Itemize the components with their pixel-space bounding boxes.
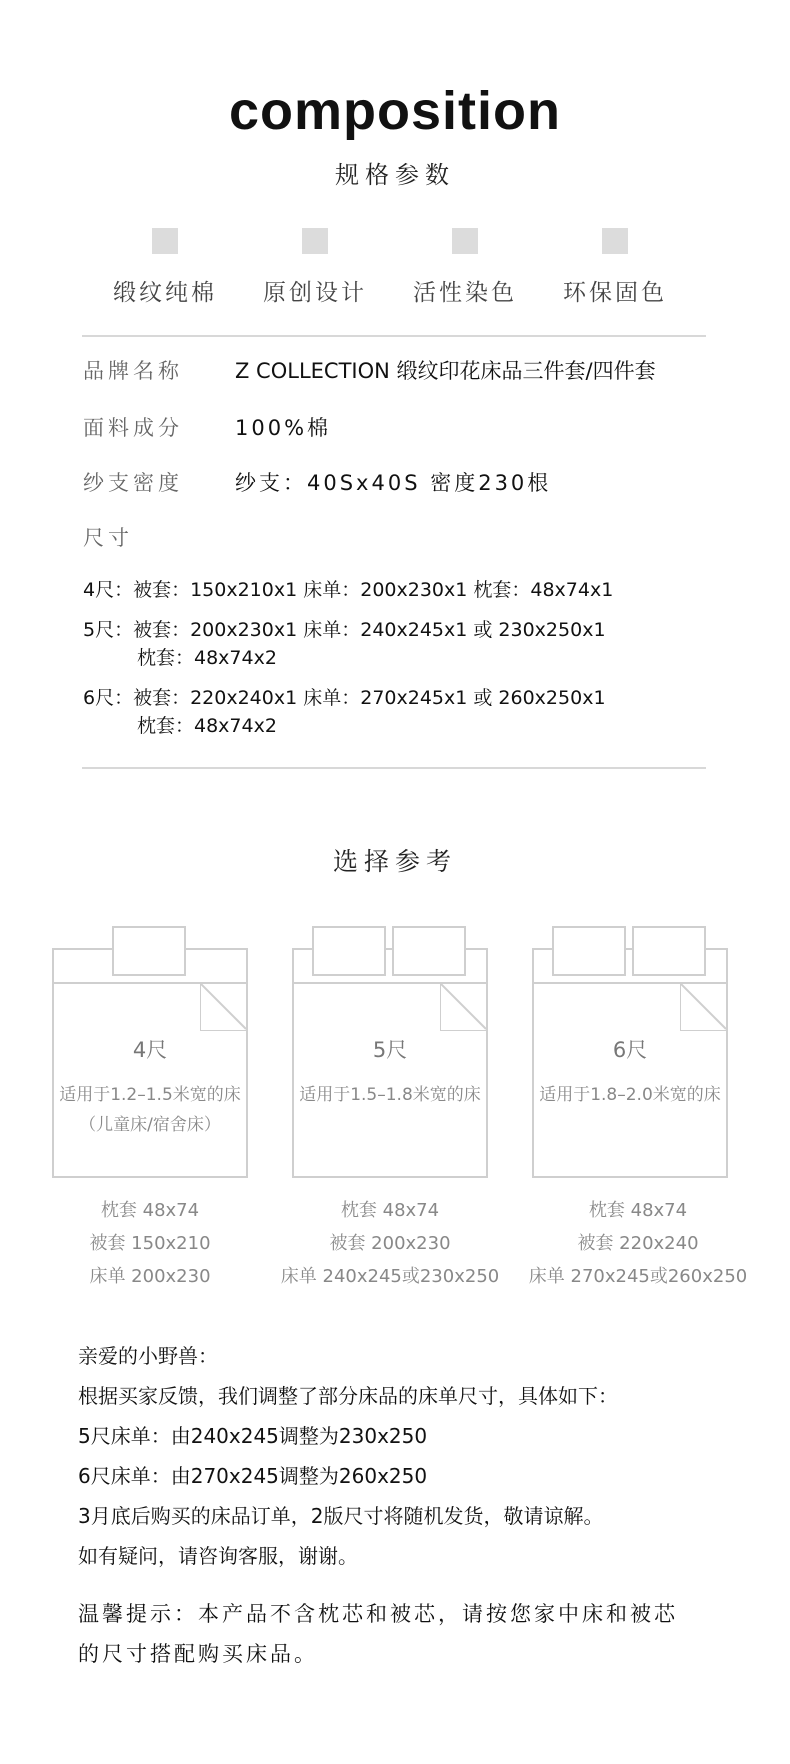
divider [82,335,706,337]
cover-dim: 被套 220x240 [577,1233,699,1254]
bed-fit-line: 适用于1.8–2.0米宽的床 [539,1085,721,1105]
spec-value: 纱支：40Sx40S 密度230根 [235,471,552,495]
bed-dims-5 [270,1194,510,1293]
fold-corner-icon [440,983,488,1031]
bed-fit-line: 适用于1.5–1.8米宽的床 [299,1085,481,1105]
feature-item [100,228,230,307]
notice-line: 亲爱的小野兽： [78,1344,218,1368]
size-line-4: 4尺：被套：150x210x1 床单：200x230x1 枕套：48x74x1 [83,579,614,601]
sheet-dim: 床单 240x245或230x250 [280,1266,500,1287]
feature-list [100,228,680,307]
bed-fit-text [292,1080,488,1110]
feature-label: 原创设计 [263,280,367,306]
feature-label: 环保固色 [563,280,667,306]
spec-key: 品牌名称 [83,359,183,383]
spec-value: Z COLLECTION 缎纹印花床品三件套/四件套 [235,359,656,383]
tip-text [78,1594,678,1674]
feature-item [550,228,680,307]
bed-fit-line: 适用于1.2–1.5米宽的床 [59,1085,241,1105]
feature-item [400,228,530,307]
tip-line: 的尺寸搭配购买床品。 [78,1642,318,1666]
size-line-5: 5尺：被套：200x230x1 床单：240x245x1 或 230x250x1 [83,619,606,641]
bed-size-label: 6尺 [612,1038,648,1062]
square-icon [452,228,478,254]
tip-line: 温馨提示：本产品不含枕芯和被芯，请按您家中床和被芯 [78,1602,678,1626]
bed-diagram-4 [52,926,248,1176]
bed-dims-4 [30,1194,270,1293]
bed-fit-text [532,1080,728,1110]
page-subtitle: 规格参数 [335,161,455,189]
spec-key: 面料成分 [83,416,183,440]
square-icon [152,228,178,254]
pillow-icon [392,926,466,976]
pillow-icon [552,926,626,976]
size-line-6-pillow: 枕套：48x74x2 [137,715,277,737]
feature-label: 缎纹纯棉 [113,280,217,306]
square-icon [302,228,328,254]
bed-fit-text [52,1080,248,1140]
divider [82,767,706,769]
notice-line: 5尺床单：由240x245调整为230x250 [78,1424,428,1448]
bed-size-label: 5尺 [372,1038,408,1062]
pillow-dim: 枕套 48x74 [100,1200,200,1221]
fold-corner-icon [680,983,728,1031]
page-title: composition [229,81,561,141]
sheet-dim: 床单 200x230 [89,1266,211,1287]
notice-line: 6尺床单：由270x245调整为260x250 [78,1464,428,1488]
bed-diagram-5 [292,926,488,1176]
square-icon [602,228,628,254]
notice-line: 根据买家反馈，我们调整了部分床品的床单尺寸，具体如下： [78,1384,618,1408]
sheet-dim: 床单 270x245或260x250 [528,1266,748,1287]
bed-size-label: 4尺 [132,1038,168,1062]
feature-item [250,228,380,307]
cover-dim: 被套 200x230 [329,1233,451,1254]
bed-diagram-6 [532,926,728,1176]
spec-key: 纱支密度 [83,471,183,495]
size-line-5-pillow: 枕套：48x74x2 [137,647,277,669]
cover-dim: 被套 150x210 [89,1233,211,1254]
bed-dims-6 [518,1194,758,1293]
pillow-icon [112,926,186,976]
spec-key: 尺寸 [83,526,133,550]
pillow-icon [632,926,706,976]
section-title: 选择参考 [332,847,457,876]
notice-line: 如有疑问，请咨询客服，谢谢。 [78,1544,358,1568]
feature-label: 活性染色 [413,280,517,306]
notice-line: 3月底后购买的床品订单，2版尺寸将随机发货，敬请谅解。 [78,1504,604,1528]
size-line-6: 6尺：被套：220x240x1 床单：270x245x1 或 260x250x1 [83,687,606,709]
notice-text [78,1336,618,1576]
pillow-dim: 枕套 48x74 [340,1200,440,1221]
pillow-dim: 枕套 48x74 [588,1200,688,1221]
pillow-icon [312,926,386,976]
fold-corner-icon [200,983,248,1031]
bed-fit-line: （儿童床/宿舍床） [79,1115,221,1135]
spec-value: 100%棉 [235,416,332,440]
